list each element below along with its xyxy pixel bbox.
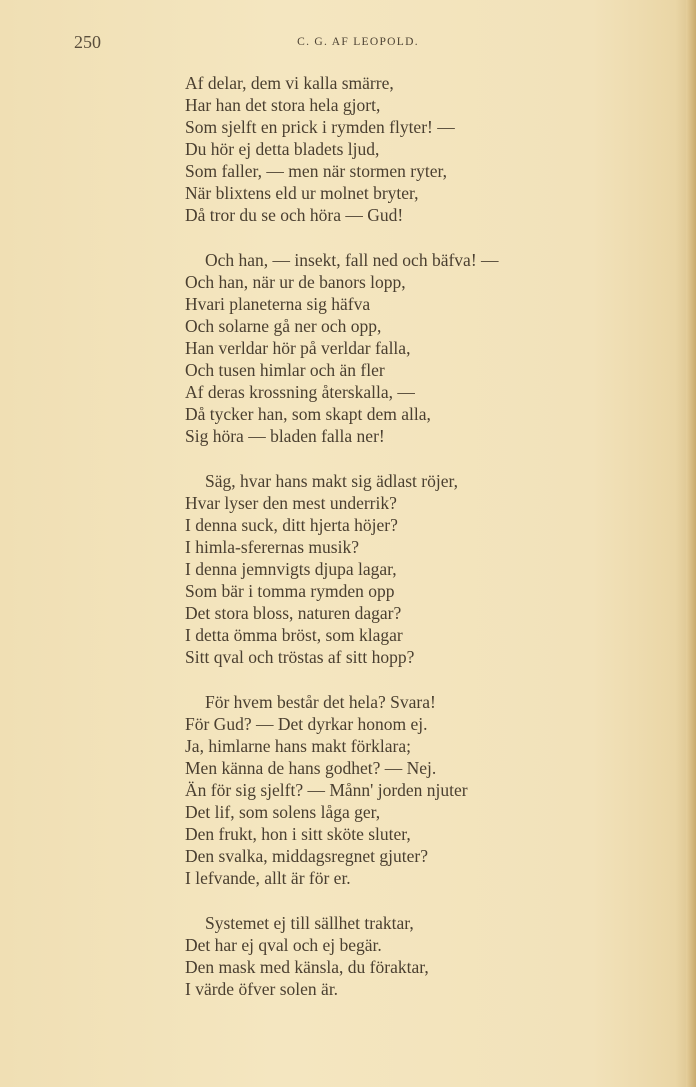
poem-line: Än för sig sjelft? — Månn' jorden njuter — [185, 780, 468, 800]
poem-line: Har han det stora hela gjort, — [185, 95, 381, 115]
poem-line: Som bär i tomma rymden opp — [185, 581, 395, 601]
poem-line: Hvar lyser den mest underrik? — [185, 493, 397, 513]
poem-line: Du hör ej detta bladets ljud, — [185, 139, 380, 159]
poem-line: Och han, — insekt, fall ned och bäfva! — — [205, 250, 499, 270]
poem-line: Den svalka, middagsregnet gjuter? — [185, 846, 428, 866]
stanza — [185, 912, 499, 1000]
poem-line: Och tusen himlar och än fler — [185, 360, 385, 380]
poem-line: I lefvande, allt är för er. — [185, 868, 351, 888]
stanza — [185, 72, 499, 226]
poem-line: Den mask med känsla, du föraktar, — [185, 957, 429, 977]
poem-line: Men känna de hans godhet? — Nej. — [185, 758, 437, 778]
page-number: 250 — [74, 32, 101, 52]
poem-line: Sig höra — bladen falla ner! — [185, 426, 385, 446]
poem-line: För Gud? — Det dyrkar honom ej. — [185, 714, 428, 734]
poem-line: Och han, när ur de banors lopp, — [185, 272, 406, 292]
poem-line: I himla-sferernas musik? — [185, 537, 359, 557]
poem-line: Han verldar hör på verldar falla, — [185, 338, 411, 358]
poem-line: Det har ej qval och ej begär. — [185, 935, 382, 955]
poem-line: Då tror du se och höra — Gud! — [185, 205, 404, 225]
stanza — [185, 249, 499, 447]
poem-line: Den frukt, hon i sitt sköte sluter, — [185, 824, 411, 844]
page-edge — [686, 0, 696, 1087]
poem-line: Hvari planeterna sig häfva — [185, 294, 371, 314]
poem-line: Af delar, dem vi kalla smärre, — [185, 73, 394, 93]
poem-line: Som faller, — men när stormen ryter, — [185, 161, 447, 181]
poem-line: Då tycker han, som skapt dem alla, — [185, 404, 431, 424]
poem-line: För hvem består det hela? Svara! — [205, 692, 436, 712]
poem-line: I denna suck, ditt hjerta höjer? — [185, 515, 398, 535]
stanza — [185, 470, 499, 668]
poem-line: Af deras krossning återskalla, — — [185, 382, 415, 402]
poem-line: Systemet ej till sällhet traktar, — [205, 913, 414, 933]
running-title: C. G. AF LEOPOLD. — [297, 36, 419, 48]
poem-line: Det stora bloss, naturen dagar? — [185, 603, 402, 623]
poem-line: Säg, hvar hans makt sig ädlast röjer, — [205, 471, 458, 491]
poem-line: I detta ömma bröst, som klagar — [185, 625, 403, 645]
poem-line: I denna jemnvigts djupa lagar, — [185, 559, 397, 579]
poem — [185, 72, 499, 1023]
poem-line: I värde öfver solen är. — [185, 979, 339, 999]
poem-line: När blixtens eld ur molnet bryter, — [185, 183, 419, 203]
poem-line: Det lif, som solens låga ger, — [185, 802, 381, 822]
poem-line: Och solarne gå ner och opp, — [185, 316, 382, 336]
poem-line: Ja, himlarne hans makt förklara; — [185, 736, 411, 756]
poem-line: Sitt qval och tröstas af sitt hopp? — [185, 647, 415, 667]
stanza — [185, 691, 499, 889]
poem-line: Som sjelft en prick i rymden flyter! — — [185, 117, 455, 137]
